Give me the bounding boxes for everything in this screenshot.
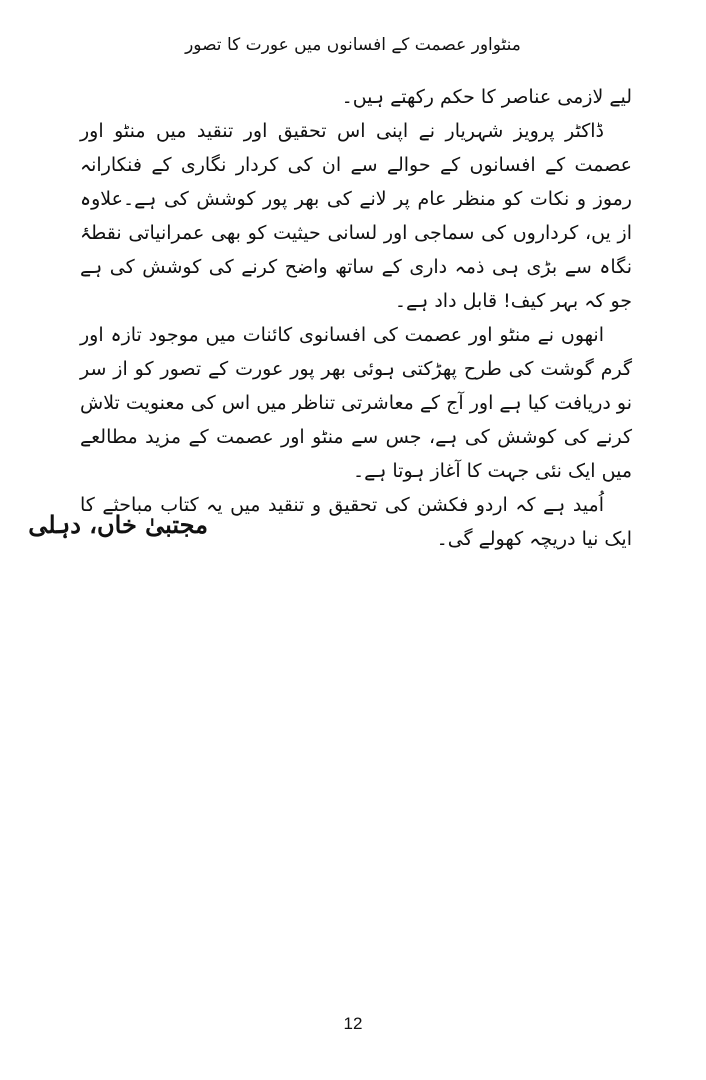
paragraph-continuation: لیے لازمی عناصر کا حکم رکھتے ہیں۔: [341, 86, 632, 108]
page-number: 12: [343, 1014, 363, 1033]
author-signature: مجتبیٰ خاں، دہلی: [28, 510, 208, 539]
body-text: [80, 80, 632, 556]
paragraph-research-summary: ڈاکٹر پرویز شہریار نے اپنی اس تحقیق اور تنقید میں منٹو اور عصمت کے افسانوں کے حوالے سے ان کی کردار نگاری کے فنکارانہ رموز و نکات کو منظر عام پر لانے کی بھر پور کوشش کی ہے۔علاوہ از یں، کرداروں کی سماجی اور لسانی حیثیت کو بھی عمرانیاتی نقطۂ نگاہ سے بڑی ہی ذمہ داری کے ساتھ واضح کرنے کی کوشش کی ہے جو کہ بہر کیف! قابل داد ہے۔: [80, 120, 632, 312]
paragraph-hope: اُمید ہے کہ اردو فکشن کی تحقیق و تنقید میں یہ کتاب مباحثے کا ایک نیا دریچہ کھولے گی۔: [80, 494, 632, 550]
running-header: منٹواور عصمت کے افسانوں میں عورت کا تصور: [185, 35, 521, 55]
paragraph-woman-concept: انھوں نے منٹو اور عصمت کی افسانوی کائنات میں موجود تازہ اور گرم گوشت کی طرح پھڑکتی ہوئی بھر پور عورت کے تصور کو از سر نو دریافت کیا ہے اور آج کے معاشرتی تناظر میں اس کی معنویت تلاش کرنے کی کوشش کی ہے، جس سے منٹو اور عصمت کے مزید مطالعے میں ایک نئی جہت کا آغاز ہوتا ہے۔: [80, 324, 632, 482]
